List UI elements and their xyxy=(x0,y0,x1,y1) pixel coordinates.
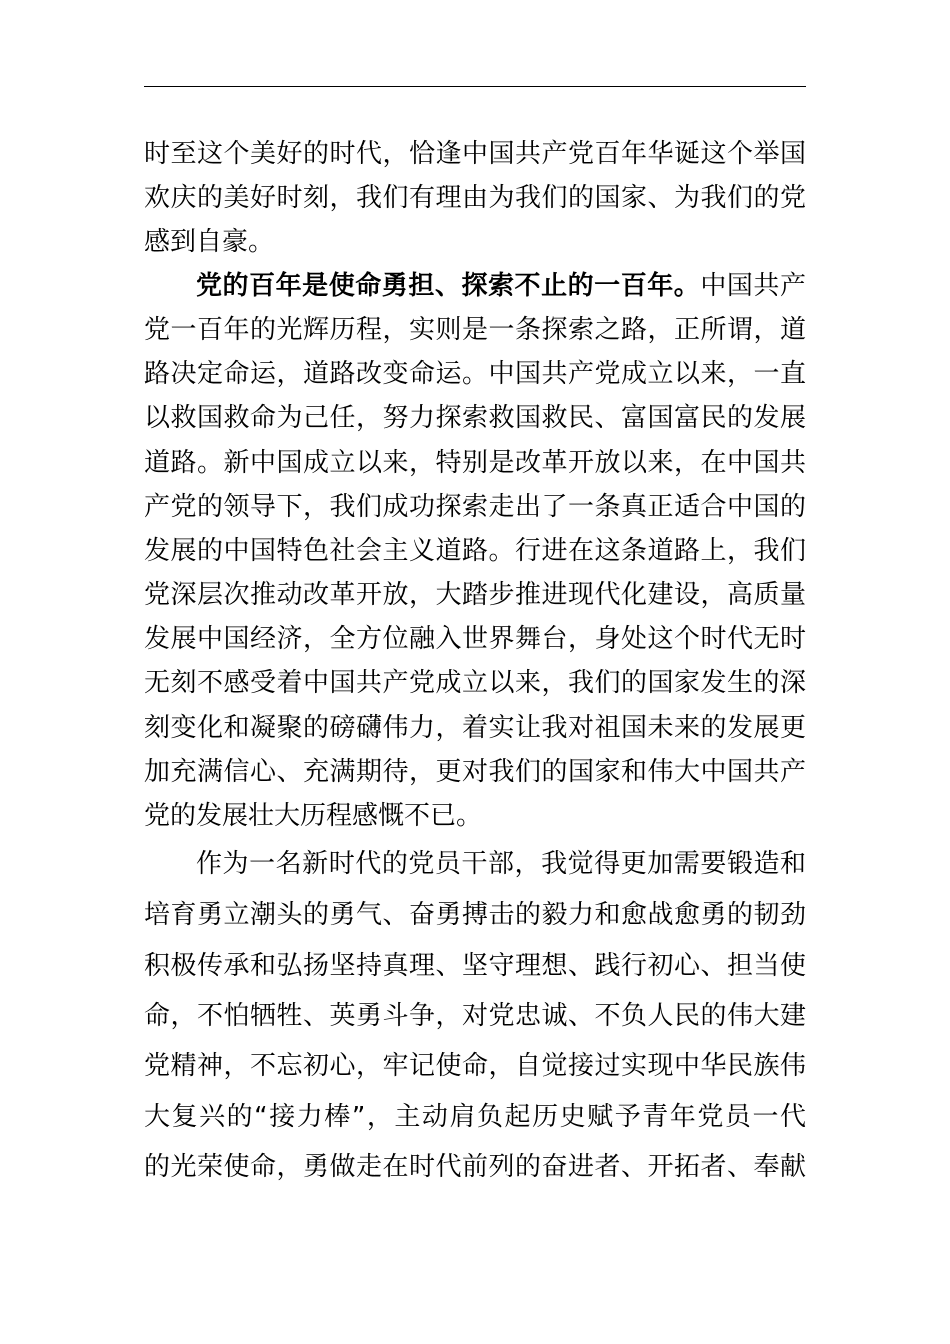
text-line: 加充满信心、充满期待，更对我们的国家和伟大中国共产 xyxy=(144,757,806,787)
text-line: 党的发展壮大历程感慨不已。 xyxy=(144,801,483,831)
paragraph-first-line xyxy=(196,269,806,303)
text-line: 欢庆的美好时刻，我们有理由为我们的国家、为我们的党 xyxy=(144,183,806,213)
paragraph-heading: 党的百年是使命勇担、探索不止的一百年。 xyxy=(196,271,701,301)
paragraph-text: 中国共产 xyxy=(700,271,806,301)
text-line: 培育勇立潮头的勇气、奋勇搏击的毅力和愈战愈勇的韧劲 xyxy=(144,900,806,930)
text-line: 产党的领导下，我们成功探索走出了一条真正适合中国的 xyxy=(144,492,806,522)
text-line: 作为一名新时代的党员干部，我觉得更加需要锻造和 xyxy=(196,849,806,879)
text-line: 时至这个美好的时代，恰逢中国共产党百年华诞这个举国 xyxy=(144,139,806,169)
text-line: 党精神，不忘初心，牢记使命，自觉接过实现中华民族伟 xyxy=(144,1051,806,1081)
text-line: 感到自豪。 xyxy=(144,227,275,257)
text-line: 大复兴的“接力棒”，主动肩负起历史赋予青年党员一代 xyxy=(144,1102,806,1132)
text-line: 的光荣使命，勇做走在时代前列的奋进者、开拓者、奉献 xyxy=(144,1152,806,1182)
text-line: 发展中国经济，全方位融入世界舞台，身处这个时代无时 xyxy=(144,624,806,654)
text-line: 道路。新中国成立以来，特别是改革开放以来，在中国共 xyxy=(144,448,806,478)
text-line: 党一百年的光辉历程，实则是一条探索之路，正所谓，道 xyxy=(144,315,806,345)
text-line: 无刻不感受着中国共产党成立以来，我们的国家发生的深 xyxy=(144,668,806,698)
text-line: 命，不怕牺牲、英勇斗争，对党忠诚、不负人民的伟大建 xyxy=(144,1001,806,1031)
text-line: 积极传承和弘扬坚持真理、坚守理想、践行初心、担当使 xyxy=(144,951,806,981)
text-line: 发展的中国特色社会主义道路。行进在这条道路上，我们 xyxy=(144,536,806,566)
text-line: 党深层次推动改革开放，大踏步推进现代化建设，高质量 xyxy=(144,580,806,610)
header-rule xyxy=(144,86,806,87)
text-line: 路决定命运，道路改变命运。中国共产党成立以来，一直 xyxy=(144,359,806,389)
text-line: 以救国救命为己任，努力探索救国救民、富国富民的发展 xyxy=(144,403,806,433)
text-line: 刻变化和凝聚的磅礴伟力，着实让我对祖国未来的发展更 xyxy=(144,713,806,743)
